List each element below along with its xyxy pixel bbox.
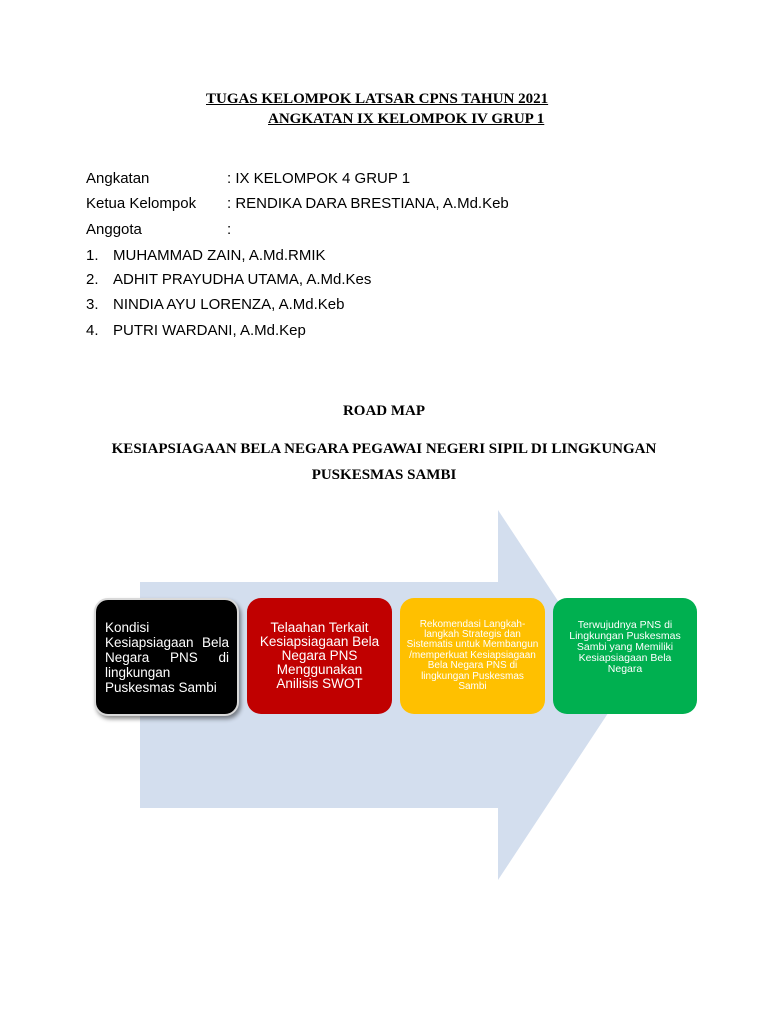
member-number: 3. <box>86 296 99 313</box>
roadmap-title-line-2: PUSKESMAS SAMBI <box>311 467 457 483</box>
member-number: 2. <box>86 271 99 288</box>
info-label: Anggota <box>86 221 142 238</box>
member-name: MUHAMMAD ZAIN, A.Md.RMIK <box>113 247 326 264</box>
roadmap-step-1-box <box>94 598 239 716</box>
info-label: Angkatan <box>86 170 150 187</box>
info-label: Ketua Kelompok <box>86 195 197 212</box>
info-value: : <box>227 221 232 238</box>
roadmap-step-4-box <box>553 598 697 714</box>
member-number: 4. <box>86 322 99 339</box>
document-title-line-2: ANGKATAN IX KELOMPOK IV GRUP 1 <box>268 111 545 127</box>
info-value: : IX KELOMPOK 4 GRUP 1 <box>227 170 411 187</box>
member-name: ADHIT PRAYUDHA UTAMA, A.Md.Kes <box>113 271 372 288</box>
roadmap-step-1-text: Kondisi Kesiapsiagaan Bela Negara PNS di lingkungan Puskesmas Sambi <box>105 619 229 695</box>
roadmap-heading: ROAD MAP <box>342 403 426 419</box>
member-name: NINDIA AYU LORENZA, A.Md.Keb <box>113 296 345 313</box>
info-value: : RENDIKA DARA BRESTIANA, A.Md.Keb <box>227 195 509 212</box>
roadmap-step-4-text: Terwujudnya PNS di Lingkungan Puskesmas Sambi yang Memiliki Kesiapsiagaan Bela Negara <box>569 619 681 675</box>
roadmap-title-line-1: KESIAPSIAGAAN BELA NEGARA PEGAWAI NEGERI SIPIL DI LINGKUNGAN <box>111 441 657 457</box>
roadmap-step-3-text: Rekomendasi Langkah- langkah Strategis dan Sistematis untuk Membangun /memperkuat Kesiapsiagaan Bela Negara PNS di lingkungan Puskesmas Sambi <box>406 618 539 693</box>
member-name: PUTRI WARDANI, A.Md.Kep <box>113 322 306 339</box>
document-title-line-1: TUGAS KELOMPOK LATSAR CPNS TAHUN 2021 <box>206 91 549 107</box>
roadmap-step-2-box <box>247 598 392 714</box>
roadmap-step-3-box <box>400 598 545 714</box>
member-number: 1. <box>86 247 99 264</box>
roadmap-step-2-text: Telaahan Terkait Kesiapsiagaan Bela Negara PNS Menggunakan Anilisis SWOT <box>259 620 380 691</box>
